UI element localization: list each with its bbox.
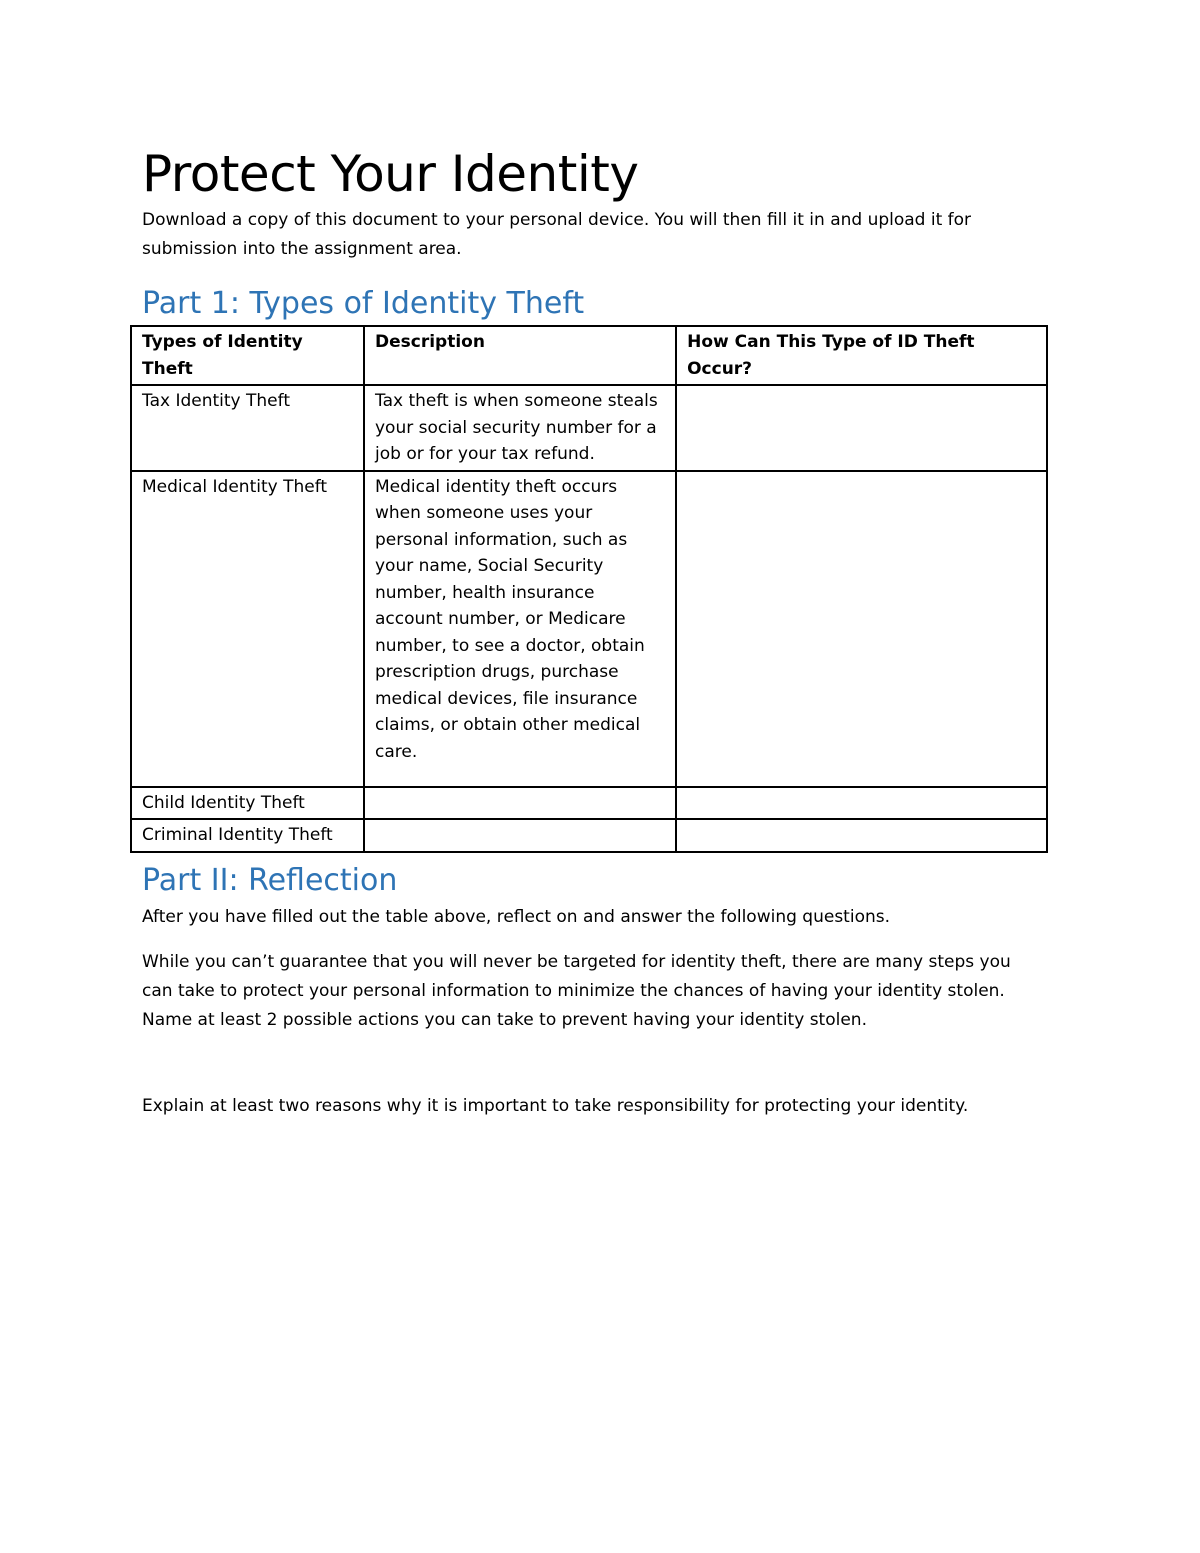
table-row	[131, 819, 1047, 852]
description-cell[interactable]	[364, 787, 676, 820]
type-cell: Criminal Identity Theft	[131, 819, 364, 852]
question-prevent-actions: While you can’t guarantee that you will never be targeted for identity theft, there are many steps you can take to protect your personal information to minimize the chances of having your identity stolen. Name at least 2 possible actions you can take to prevent having your identity stolen.	[142, 952, 1011, 1030]
description-cell[interactable]	[364, 819, 676, 852]
part1-heading: Part 1: Types of Identity Theft	[142, 286, 585, 321]
header-types: Types of Identity Theft	[131, 326, 364, 385]
how-occur-cell[interactable]	[676, 471, 1047, 787]
description-cell[interactable]: Tax theft is when someone steals your social security number for a job or for your tax refund.	[364, 385, 676, 471]
table-row	[131, 787, 1047, 820]
question-responsibility: Explain at least two reasons why it is important to take responsibility for protecting your identity.	[142, 1096, 969, 1116]
type-cell: Child Identity Theft	[131, 787, 364, 820]
page-title: Protect Your Identity	[142, 145, 639, 203]
header-how-occur: How Can This Type of ID Theft Occur?	[676, 326, 1047, 385]
how-occur-cell[interactable]	[676, 819, 1047, 852]
table-row	[131, 471, 1047, 787]
type-cell: Tax Identity Theft	[131, 385, 364, 471]
how-occur-cell[interactable]	[676, 787, 1047, 820]
type-cell: Medical Identity Theft	[131, 471, 364, 787]
header-description: Description	[364, 326, 676, 385]
table-header-row	[131, 326, 1047, 385]
intro-text: Download a copy of this document to your personal device. You will then fill it in and upload it for submission into the assignment area.	[142, 210, 972, 259]
table-row	[131, 385, 1047, 471]
reflection-instruction: After you have filled out the table above, reflect on and answer the following questions.	[142, 907, 890, 927]
how-occur-cell[interactable]	[676, 385, 1047, 471]
description-cell[interactable]: Medical identity theft occurs when someone uses your personal information, such as your name, Social Security number, health insurance account number, or Medicare number, to see a doctor, obtain prescription drugs, purchase medical devices, file insurance claims, or obtain other medical care.	[364, 471, 676, 787]
part2-heading: Part II: Reflection	[142, 863, 398, 898]
identity-theft-table	[130, 325, 1048, 853]
